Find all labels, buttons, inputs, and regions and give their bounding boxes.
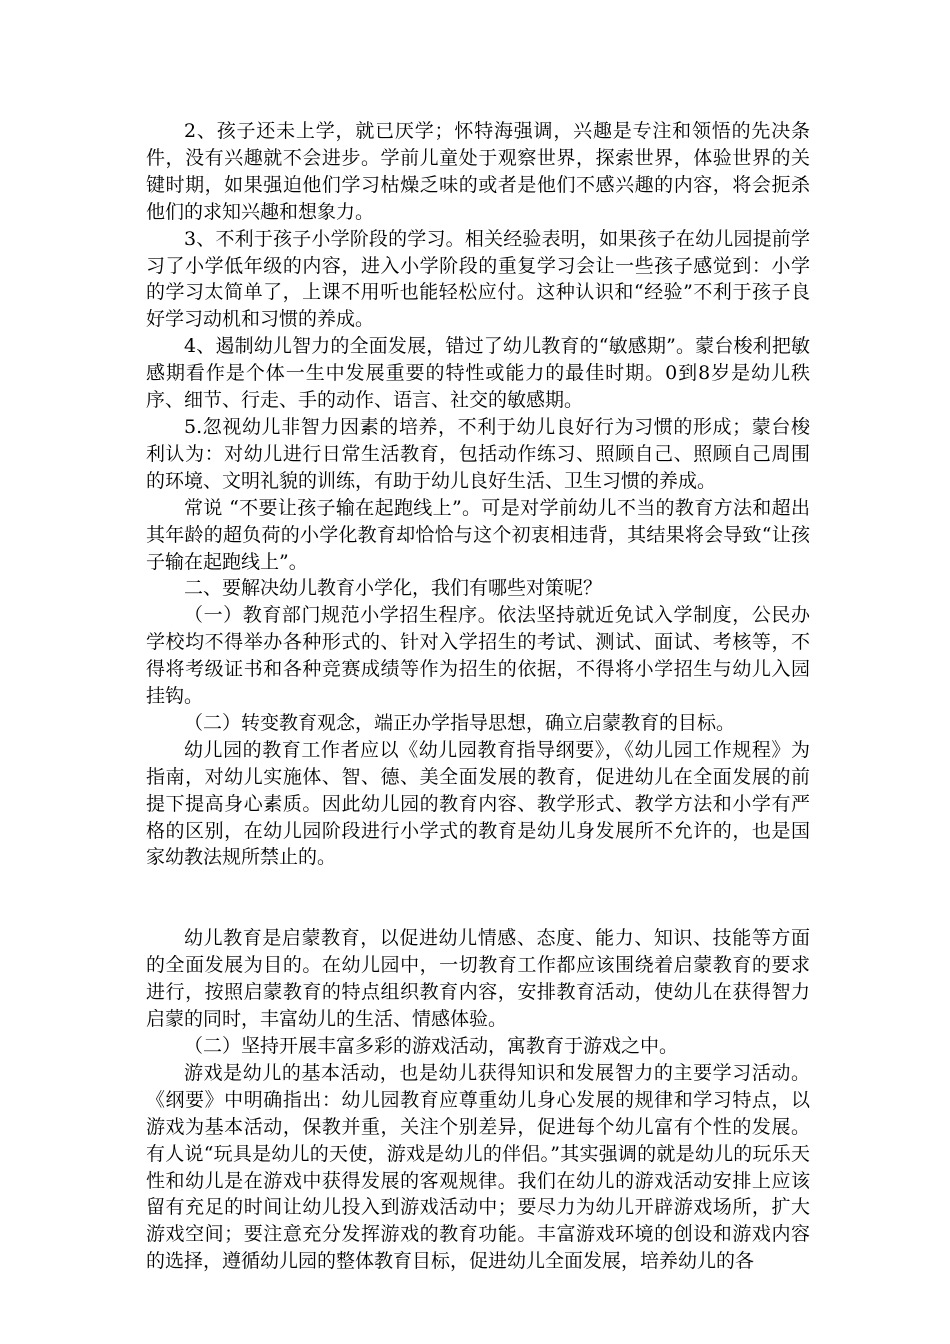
paragraph-point-5: 5.忽视幼儿非智力因素的培养，不利于幼儿良好行为习惯的形成；蒙台梭利认为：对幼儿进行日常生活教育，包括动作练习、照顾自己、照顾自己周围的环境、文明礼貌的训练，有助于幼儿良好生活、卫生习惯的养成。 xyxy=(146,415,810,492)
paragraph-point-4: 4、遏制幼儿智力的全面发展，错过了幼儿教育的“敏感期”。蒙台梭利把敏感期看作是个体一生中发展重要的特性或能力的最佳时期。0到8岁是幼儿秩序、细节、行走、手的动作、语言、社交的敏感期。 xyxy=(146,335,810,412)
paragraph-kindergarten-guidelines: 幼儿园的教育工作者应以《幼儿园教育指导纲要》，《幼儿园工作规程》为指南，对幼儿实施体、智、德、美全面发展的教育，促进幼儿在全面发展的前提下提高身心素质。因此幼儿园的教育内容、教学形式、教学方法和小学有严格的区别，在幼儿园阶段进行小学式的教育是幼儿身发展所不允许的，也是国家幼教法规所禁止的。 xyxy=(146,738,810,869)
paragraph-point-2: 2、孩子还未上学，就已厌学；怀特海强调，兴趣是专注和领悟的先决条件，没有兴趣就不会进步。学前儿童处于观察世界，探索世界，体验世界的关键时期，如果强迫他们学习枯燥乏味的或者是他们不感兴趣的内容，将会扼杀他们的求知兴趣和想象力。 xyxy=(146,120,810,223)
paragraph-games: 游戏是幼儿的基本活动，也是幼儿获得知识和发展智力的主要学习活动。《纲要》中明确指出：幼儿园教育应尊重幼儿身心发展的规律和学习特点，以游戏为基本活动，保教并重，关注个别差异，促进每个幼儿富有个性的发展。有人说“玩具是幼儿的天使，游戏是幼儿的伴侣。”其实强调的就是幼儿的玩乐天性和幼儿是在游戏中获得发展的客观规律。我们在幼儿的游戏活动安排上应该留有充足的时间让幼儿投入到游戏活动中；要尽力为幼儿开辟游戏场所，扩大游戏空间；要注意充分发挥游戏的教育功能。丰富游戏环境的创设和游戏内容的选择，遵循幼儿园的整体教育目标，促进幼儿全面发展，培养幼儿的各 xyxy=(146,1061,810,1273)
paragraph-starting-line: 常说 “不要让孩子输在起跑线上”。可是对学前幼儿不当的教育方法和超出其年龄的超负荷的小学化教育却恰恰与这个初衷相违背，其结果将会导致“让孩子输在起跑线上”。 xyxy=(146,496,810,573)
paragraph-gap xyxy=(146,871,810,925)
paragraph-measure-1: （一）教育部门规范小学招生程序。依法坚持就近免试入学制度，公民办学校均不得举办各种形式的、针对入学招生的考试、测试、面试、考核等，不得将考级证书和各种竞赛成绩等作为招生的依据，不得将小学招生与幼儿入园挂钩。 xyxy=(146,604,810,708)
paragraph-enlightenment-education: 幼儿教育是启蒙教育，以促进幼儿情感、态度、能力、知识、技能等方面的全面发展为目的。在幼儿园中，一切教育工作都应该围绕着启蒙教育的要求进行，按照启蒙教育的特点组织教育内容，安排教育活动，使幼儿在获得智力启蒙的同时，丰富幼儿的生活、情感体验。 xyxy=(146,927,810,1031)
paragraph-point-3: 3、不利于孩子小学阶段的学习。相关经验表明，如果孩子在幼儿园提前学习了小学低年级的内容，进入小学阶段的重复学习会让一些孩子感觉到：小学的学习太简单了，上课不用听也能轻松应付。这种认识和“经验”不利于孩子良好学习动机和习惯的养成。 xyxy=(146,227,810,331)
paragraph-measure-2-heading: （二）转变教育观念，端正办学指导思想，确立启蒙教育的目标。 xyxy=(184,711,736,734)
document-page xyxy=(146,118,810,1275)
paragraph-games-heading: （二）坚持开展丰富多彩的游戏活动，寓教育于游戏之中。 xyxy=(184,1035,679,1057)
section-heading-countermeasures: 二、要解决幼儿教育小学化，我们有哪些对策呢？ xyxy=(184,577,603,600)
